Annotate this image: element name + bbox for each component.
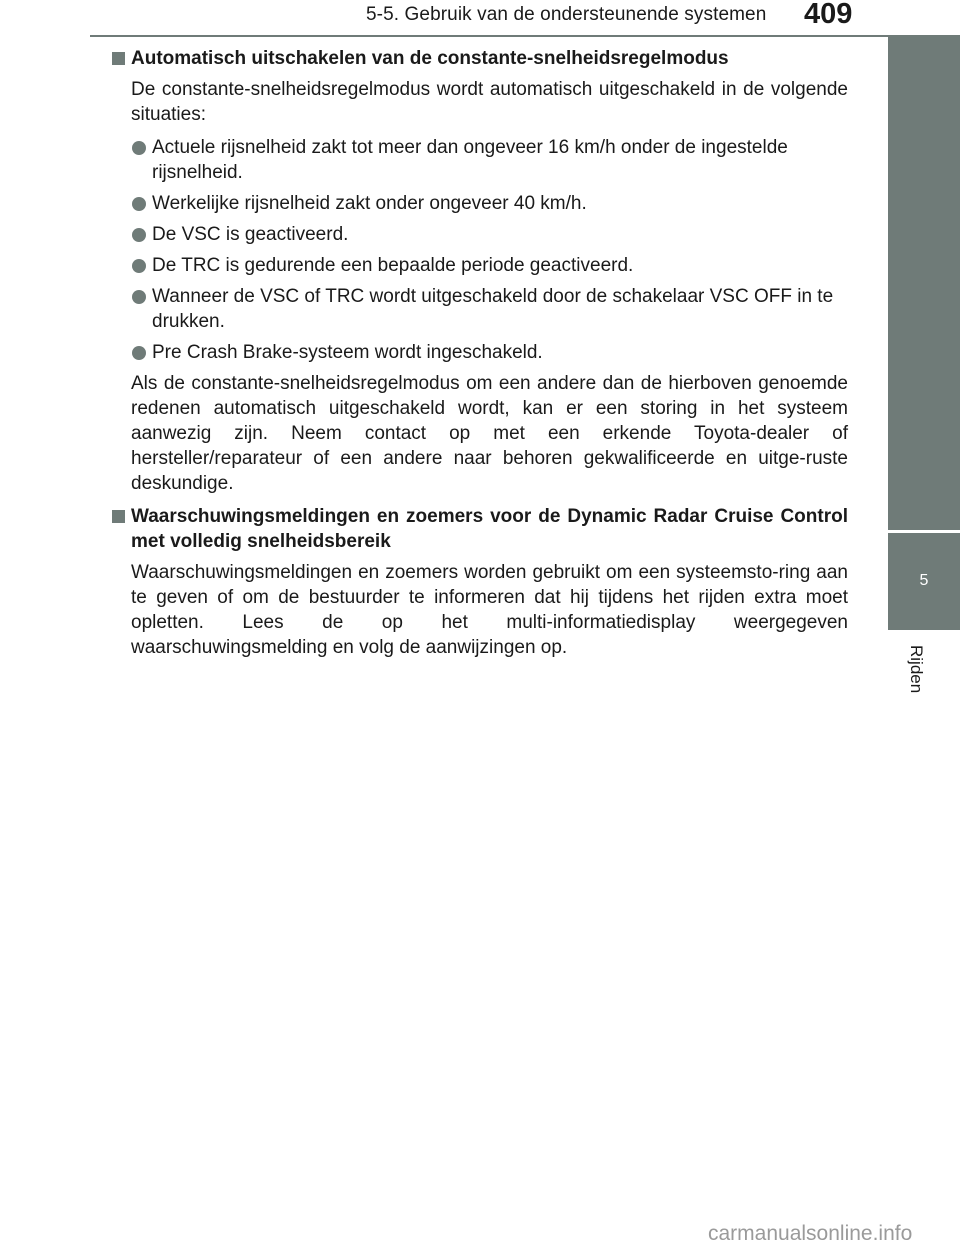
- section-warnings: [112, 504, 848, 660]
- list-item: [131, 340, 848, 365]
- paragraph: De constante-snelheidsregelmodus wordt automatisch uitgeschakeld in de volgende situaties:: [131, 79, 848, 125]
- section-heading-text: Waarschuwingsmeldingen en zoemers voor de Dynamic Radar Cruise Control met volledig snelheidsbereik: [131, 506, 848, 552]
- list-item: [131, 191, 848, 216]
- chapter-number: 5: [919, 572, 929, 589]
- section-heading: [112, 504, 848, 554]
- header-rule: [90, 35, 960, 37]
- round-bullet-icon: [132, 197, 146, 211]
- chapter-tab: [888, 533, 960, 630]
- page-header: [0, 0, 960, 40]
- list-item-text: Werkelijke rijsnelheid zakt onder ongeveer 40 km/h.: [152, 193, 587, 214]
- section-heading-text: Automatisch uitschakelen van de constante-snelheidsregelmodus: [131, 48, 729, 69]
- page-number: 409: [804, 0, 853, 30]
- bullet-list: [131, 135, 848, 365]
- list-item-text: Pre Crash Brake-systeem wordt ingeschakeld.: [152, 342, 543, 363]
- square-bullet-icon: [112, 52, 125, 65]
- paragraph: Als de constante-snelheidsregelmodus om een andere dan de hierboven genoemde redenen automatisch uitgeschakeld wordt, kan er een storing in het systeem aanwezig zijn. Neem contact op met een erkende Toyota-dealer of hersteller/reparateur of een andere naar behoren gekwalificeerde en uitge-ruste deskundige.: [131, 373, 848, 494]
- round-bullet-icon: [132, 346, 146, 360]
- round-bullet-icon: [132, 228, 146, 242]
- round-bullet-icon: [132, 141, 146, 155]
- round-bullet-icon: [132, 259, 146, 273]
- list-item: [131, 284, 848, 334]
- paragraph: Waarschuwingsmeldingen en zoemers worden gebruikt om een systeemsto-ring aan te geven of om de bestuurder te informeren dat hij tijdens het rijden extra moet opletten. Lees de op het multi-informatiedisplay weergegeven waarschuwingsmelding en volg de aanwijzingen op.: [131, 562, 848, 658]
- list-item-text: De TRC is gedurende een bepaalde periode geactiveerd.: [152, 255, 634, 276]
- side-tab-upper: [888, 37, 960, 530]
- list-item-text: Wanneer de VSC of TRC wordt uitgeschakeld door de schakelaar VSC OFF in te drukken.: [152, 286, 834, 332]
- main-content: [112, 46, 848, 668]
- section-heading: [112, 46, 848, 71]
- list-item: [131, 135, 848, 185]
- list-item-text: Actuele rijsnelheid zakt tot meer dan ongeveer 16 km/h onder de ingestelde rijsnelheid.: [152, 137, 788, 183]
- chapter-label-area: [888, 633, 960, 1250]
- list-item-text: De VSC is geactiveerd.: [152, 224, 349, 245]
- list-item: [131, 253, 848, 278]
- watermark: carmanualsonline.info: [708, 1222, 913, 1245]
- section-auto-cancel: [112, 46, 848, 496]
- chapter-label: Rijden: [907, 645, 926, 694]
- list-item: [131, 222, 848, 247]
- square-bullet-icon: [112, 510, 125, 523]
- section-title: 5-5. Gebruik van de ondersteunende systemen: [366, 4, 767, 25]
- round-bullet-icon: [132, 290, 146, 304]
